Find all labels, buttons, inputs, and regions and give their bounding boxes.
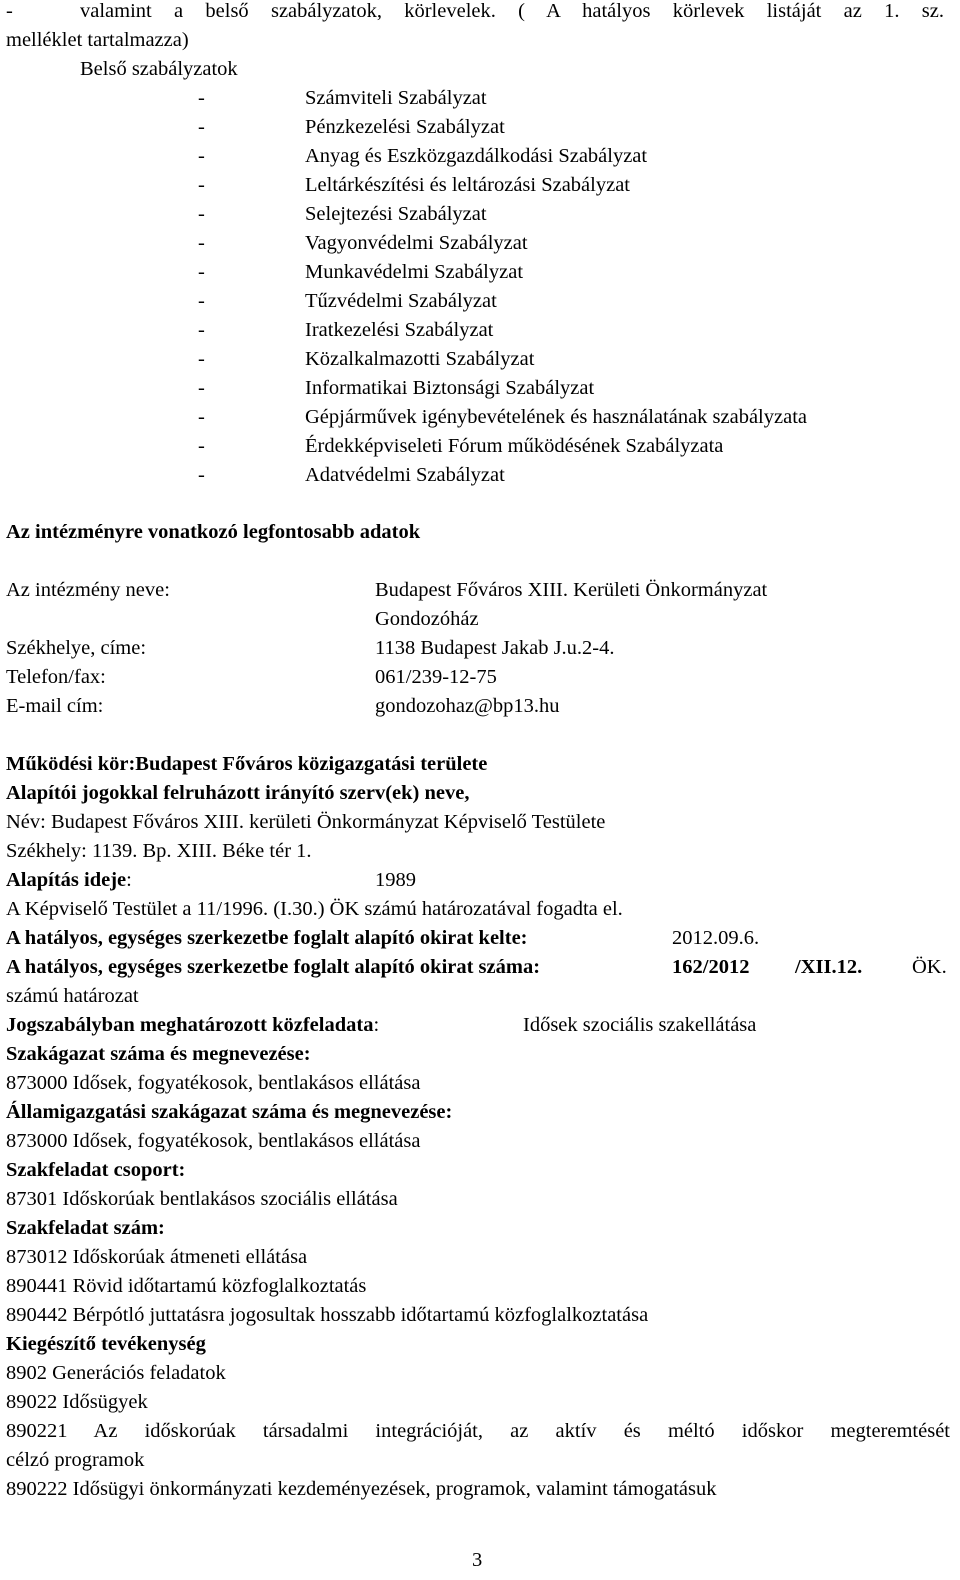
rule-item: Vagyonvédelmi Szabályzat bbox=[305, 232, 528, 254]
task-number-item: 890441 Rövid időtartamú közfoglalkoztatás bbox=[6, 1275, 367, 1297]
gov-branch-value: 873000 Idősek, fogyatékosok, bentlakásos ellátása bbox=[6, 1130, 421, 1152]
task-number-label: Szakfeladat szám: bbox=[6, 1217, 165, 1239]
public-duty-colon: : bbox=[373, 1014, 380, 1036]
public-duty-label: Jogszabályban meghatározott közfeladata bbox=[6, 1014, 374, 1036]
rule-dash: - bbox=[198, 435, 205, 457]
internal-rules-heading: Belső szabályzatok bbox=[80, 58, 238, 80]
deed-number-value: 162/2012 bbox=[672, 956, 750, 978]
task-number-item: 890442 Bérpótló juttatásra jogosultak hosszabb időtartamú közfoglalkoztatása bbox=[6, 1304, 649, 1326]
supplementary-label: Kiegészítő tevékenység bbox=[6, 1333, 206, 1355]
rule-item: Érdekképviseleti Fórum működésének Szabályzata bbox=[305, 435, 724, 457]
rule-dash: - bbox=[198, 377, 205, 399]
branch-label: Szakágazat száma és megnevezése: bbox=[6, 1043, 311, 1065]
rule-item: Iratkezelési Szabályzat bbox=[305, 319, 494, 341]
seat-value: 1138 Budapest Jakab J.u.2-4. bbox=[375, 637, 615, 659]
supplementary-item: 89022 Idősügyek bbox=[6, 1391, 148, 1413]
task-group-label: Szakfeladat csoport: bbox=[6, 1159, 186, 1181]
institution-name-label: Az intézmény neve: bbox=[6, 579, 170, 601]
supplementary-long-line-2: célzó programok bbox=[6, 1449, 145, 1471]
deed-number-value-2: /XII.12. bbox=[795, 956, 863, 978]
founding-date-row bbox=[6, 866, 132, 895]
scope-line: Működési kör:Budapest Főváros közigazgatási területe bbox=[6, 753, 488, 775]
rule-dash: - bbox=[198, 87, 205, 109]
intro-line-2: melléklet tartalmazza) bbox=[6, 29, 189, 51]
email-label: E-mail cím: bbox=[6, 695, 104, 717]
institution-name-value-2: Gondozóház bbox=[375, 608, 479, 630]
rule-dash: - bbox=[198, 232, 205, 254]
email-value: gondozohaz@bp13.hu bbox=[375, 695, 560, 717]
rule-dash: - bbox=[198, 116, 205, 138]
deed-number-label: A hatályos, egységes szerkezetbe foglalt alapító okirat száma: bbox=[6, 956, 541, 978]
rule-dash: - bbox=[198, 203, 205, 225]
founder-name: Név: Budapest Főváros XIII. kerületi Önkormányzat Képviselő Testülete bbox=[6, 811, 606, 833]
rule-dash: - bbox=[198, 464, 205, 486]
rule-item: Selejtezési Szabályzat bbox=[305, 203, 487, 225]
phone-label: Telefon/fax: bbox=[6, 666, 106, 688]
institution-name-value-1: Budapest Főváros XIII. Kerületi Önkormányzat bbox=[375, 579, 768, 601]
seat-label: Székhelye, címe: bbox=[6, 637, 147, 659]
rule-dash: - bbox=[198, 348, 205, 370]
institution-section-title: Az intézményre vonatkozó legfontosabb adatok bbox=[6, 521, 421, 543]
rule-item: Pénzkezelési Szabályzat bbox=[305, 116, 505, 138]
deed-number-suffix: ÖK. bbox=[912, 956, 947, 978]
founding-date-label: Alapítás ideje bbox=[6, 869, 127, 891]
rule-dash: - bbox=[198, 406, 205, 428]
rule-item: Számviteli Szabályzat bbox=[305, 87, 487, 109]
public-duty-value: Idősek szociális szakellátása bbox=[523, 1014, 757, 1036]
deed-date-label: A hatályos, egységes szerkezetbe foglalt alapító okirat kelte: bbox=[6, 927, 528, 949]
page-number: 3 bbox=[472, 1549, 483, 1571]
rule-dash: - bbox=[198, 145, 205, 167]
founder-heading: Alapítói jogokkal felruházott irányító szerv(ek) neve, bbox=[6, 782, 470, 804]
supplementary-item: 8902 Generációs feladatok bbox=[6, 1362, 226, 1384]
rule-item: Tűzvédelmi Szabályzat bbox=[305, 290, 497, 312]
rule-item: Informatikai Biztonsági Szabályzat bbox=[305, 377, 595, 399]
task-group-value: 87301 Időskorúak bentlakásos szociális ellátása bbox=[6, 1188, 398, 1210]
supplementary-last: 890222 Idősügyi önkormányzati kezdeményezések, programok, valamint támogatásuk bbox=[6, 1478, 717, 1500]
founding-date-colon: : bbox=[126, 869, 132, 891]
rule-item: Közalkalmazotti Szabályzat bbox=[305, 348, 535, 370]
public-duty-row bbox=[6, 1011, 379, 1040]
rule-item: Anyag és Eszközgazdálkodási Szabályzat bbox=[305, 145, 648, 167]
phone-value: 061/239-12-75 bbox=[375, 666, 497, 688]
founding-date-value: 1989 bbox=[375, 869, 416, 891]
supplementary-long-line-1: 890221 Az időskorúak társadalmi integrációját, az aktív és méltó időskor megteremtését bbox=[6, 1420, 950, 1442]
rule-item: Leltárkészítési és leltározási Szabályzat bbox=[305, 174, 630, 196]
rule-item: Munkavédelmi Szabályzat bbox=[305, 261, 524, 283]
rule-item: Adatvédelmi Szabályzat bbox=[305, 464, 505, 486]
deed-date-value: 2012.09.6. bbox=[672, 927, 760, 949]
rule-dash: - bbox=[198, 319, 205, 341]
intro-dash: - bbox=[6, 0, 13, 22]
task-number-item: 873012 Időskorúak átmeneti ellátása bbox=[6, 1246, 308, 1268]
rule-item: Gépjárművek igénybevételének és használatának szabályzata bbox=[305, 406, 807, 428]
branch-value: 873000 Idősek, fogyatékosok, bentlakásos ellátása bbox=[6, 1072, 421, 1094]
rule-dash: - bbox=[198, 290, 205, 312]
founder-seat: Székhely: 1139. Bp. XIII. Béke tér 1. bbox=[6, 840, 312, 862]
rule-dash: - bbox=[198, 261, 205, 283]
resolution-line: A Képviselő Testület a 11/1996. (I.30.) ÖK számú határozatával fogadta el. bbox=[6, 898, 623, 920]
intro-line-1: valamint a belső szabályzatok, körlevelek. ( A hatályos körlevek listáját az 1. sz. bbox=[80, 0, 944, 22]
gov-branch-label: Államigazgatási szakágazat száma és megnevezése: bbox=[6, 1101, 453, 1123]
rule-dash: - bbox=[198, 174, 205, 196]
deed-number-line-2: számú határozat bbox=[6, 985, 139, 1007]
